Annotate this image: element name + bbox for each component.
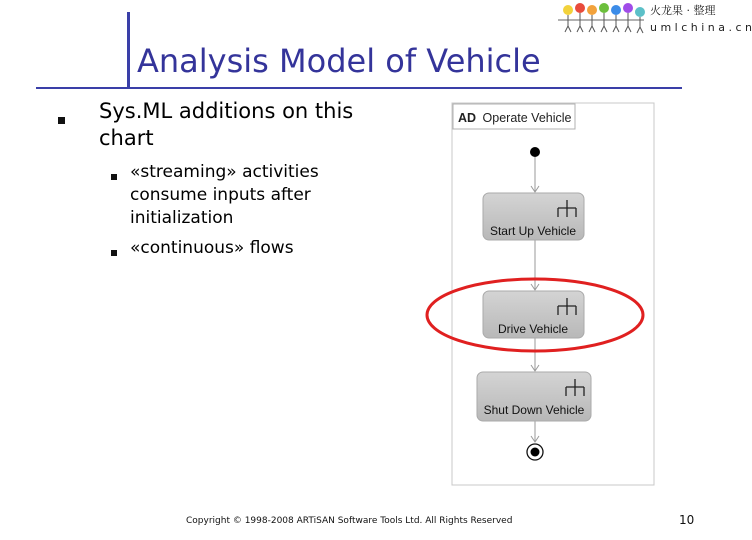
sub-bullet-text-2: «continuous» flows: [130, 238, 294, 258]
frame-label-name: Operate Vehicle: [482, 111, 572, 125]
slide-title: Analysis Model of Vehicle: [137, 42, 541, 80]
logo-text: [650, 2, 752, 36]
footer-copyright: Copyright © 1998-2008 ARTiSAN Software Tools Ltd. All Rights Reserved: [186, 516, 513, 526]
frame-label: [458, 111, 572, 125]
logo-line-1: 火龙果 · 整理: [650, 4, 716, 17]
sub-bullet-square-icon: [111, 174, 117, 180]
bullet-square-icon: [58, 117, 65, 124]
logo-line-2: u m l c h i n a . c n: [650, 21, 752, 34]
activity-diagram: [440, 100, 660, 488]
page-number: 10: [679, 513, 695, 527]
action-name: Shut Down Vehicle: [483, 403, 585, 417]
action-name: Start Up Vehicle: [489, 224, 577, 238]
sub-bullet-text-1: «streaming» activities consume inputs after initialization: [130, 162, 319, 228]
final-node-inner: [531, 448, 540, 457]
action-shut-down-vehicle: [477, 372, 591, 421]
action-start-up-vehicle: [483, 193, 584, 240]
bullet-main-text: Sys.ML additions on this chart: [99, 99, 354, 150]
initial-node: [530, 147, 540, 157]
sub-bullet-square-icon: [111, 250, 117, 256]
action-name: Drive Vehicle: [497, 322, 569, 336]
title-vertical-rule: [127, 12, 130, 88]
frame-label-keyword: AD: [458, 111, 477, 125]
title-horizontal-rule: [36, 87, 682, 89]
action-drive-vehicle: [483, 291, 584, 338]
